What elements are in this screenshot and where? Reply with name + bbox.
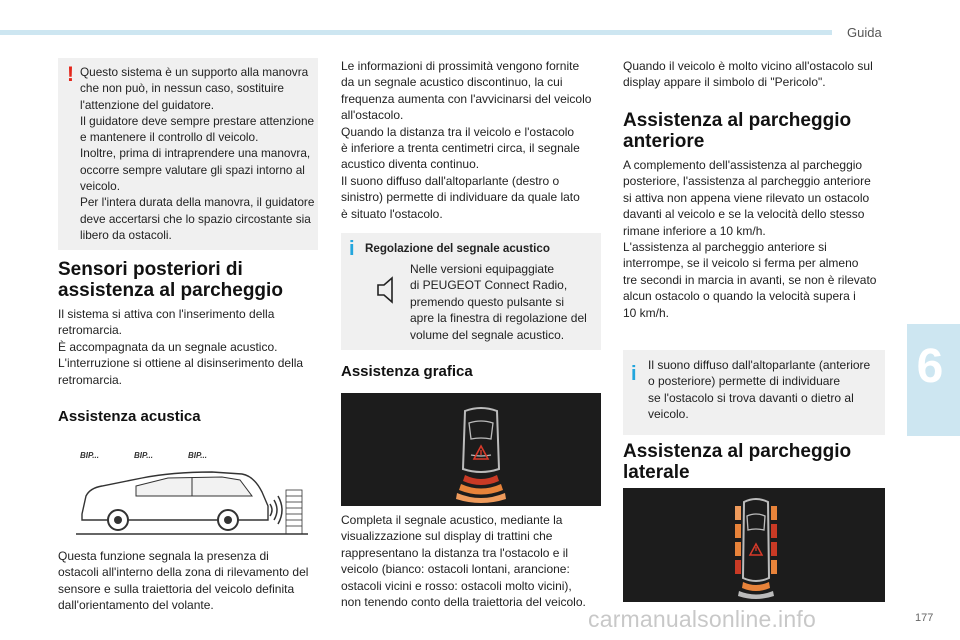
warning-text	[80, 64, 320, 243]
info-icon: i	[631, 363, 637, 385]
speaker-info-text: Il suono diffuso dall'altoparlante (anteriore o posteriore) permette di individuare se l'ostacolo si trova davanti o dietro al veicolo.	[648, 358, 871, 422]
warning-line: l'attenzione del guidatore.	[80, 97, 215, 112]
graphic-display-figure	[341, 393, 601, 506]
chapter-number: 6	[916, 340, 944, 393]
danger-symbol-intro: Quando il veicolo è molto vicino all'ostacolo sul display appare il simbolo di "Pericolo".	[623, 59, 873, 90]
sound-wave	[278, 496, 282, 524]
rear-proximity-zones	[456, 475, 506, 503]
side-display-figure	[623, 488, 885, 602]
sound-wave	[274, 500, 277, 520]
warning-line: Per l'intera durata della manovra, il guidatore	[80, 195, 315, 210]
rear-sensors-title: Sensori posteriori di assistenza al parcheggio	[58, 259, 283, 301]
watermark: carmanualsonline.info	[588, 606, 816, 632]
sound-wave	[270, 504, 272, 516]
warning-line: che non può, in nessun caso, sostituire	[80, 81, 284, 96]
side-assist-title: Assistenza al parcheggio laterale	[623, 441, 852, 483]
graphic-title: Assistenza grafica	[341, 363, 473, 380]
section-title: Guida	[847, 25, 882, 40]
front-assist-title: Assistenza al parcheggio anteriore	[623, 110, 852, 152]
warning-line: occorre sempre valutare gli spazi intorno al	[80, 162, 305, 177]
warning-line: deve accertarsi che lo spazio circostante sia	[80, 211, 311, 226]
warning-line: Il guidatore deve sempre prestare attenzione	[80, 113, 315, 128]
graphic-body: Completa il segnale acustico, mediante la visualizzazione sul display di trattini che rappresentano la distanza tra l'ostacolo e il veicolo (bianco: ostacoli lontani, arancione: ostacoli vicini e rosso: ostacoli molto vicini), non tenendo conto della traiettoria del veicolo.	[341, 513, 586, 610]
warning-icon: !	[67, 63, 74, 86]
car-top-view	[463, 408, 499, 472]
warning-line: Questo sistema è un supporto alla manovra	[80, 65, 309, 79]
bip-label: BIP...	[134, 451, 153, 460]
rear-proximity-zones	[738, 582, 774, 599]
bip-label: BIP...	[188, 451, 207, 460]
rear-display-illustration	[341, 393, 601, 506]
side-display-illustration	[623, 488, 885, 602]
acoustic-body: Questa funzione segnala la presenza di ostacoli all'interno della zona di rilevamento del sensore e sulla traiettoria del veicolo definita dall'orientamento del volante.	[58, 549, 309, 613]
bip-label: BIP...	[80, 451, 99, 460]
car-top-view	[743, 499, 769, 581]
warning-line: e mantenere il controllo dl veicolo.	[80, 130, 259, 145]
volume-info-text: Nelle versioni equipaggiate di PEUGEOT Connect Radio, premendo questo pulsante si apre la finestra di regolazione del volume del segnale acustico.	[410, 262, 587, 342]
warning-line: libero da ostacoli.	[80, 227, 172, 242]
acoustic-title: Assistenza acustica	[58, 408, 201, 425]
warning-line: Inoltre, prima di intraprendere una manovra,	[80, 146, 311, 161]
proximity-intro: Le informazioni di prossimità vengono fornite da un segnale acustico discontinuo, la cui frequenza aumenta con l'avvicinarsi del veicolo all'ostacolo. Quando la distanza tra il veicolo e l'ostacolo è inferiore a trenta centimetri circa, il segnale acustico diventa continuo. Il suono diffuso dall'altoparlante (destro o sinistro) permette di individuare da quale lato è situato l'ostacolo.	[341, 59, 592, 221]
warning-line: veicolo.	[80, 179, 120, 194]
volume-info-title: Regolazione del segnale acustico	[365, 242, 550, 255]
side-proximity-zones-left	[735, 506, 741, 574]
page-number: 177	[915, 612, 934, 624]
rear-sensors-body: Il sistema si attiva con l'inserimento della retromarcia. È accompagnata da un segnale acustico. L'interruzione si ottiene al disinserimento della retromarcia.	[58, 307, 304, 387]
side-proximity-zones-right	[771, 506, 777, 574]
speaker-icon	[375, 276, 399, 304]
front-assist-body: A complemento dell'assistenza al parcheggio posteriore, l'assistenza al parcheggio anteriore si attiva non appena viene rilevato un ostacolo davanti al veicolo e se la velocità dello stesso rimane inferiore a 10 km/h. L'assistenza al parcheggio anteriore si interrompe, se il veicolo si ferma per almeno tre secondi in marcia in avanti, se non è rilevato alcun ostacolo o quando la velocità supera i 10 km/h.	[623, 158, 877, 320]
header-rule	[0, 30, 832, 35]
brick-wall	[286, 490, 302, 534]
info-icon: i	[349, 238, 355, 260]
car-reversing-illustration	[72, 462, 312, 542]
